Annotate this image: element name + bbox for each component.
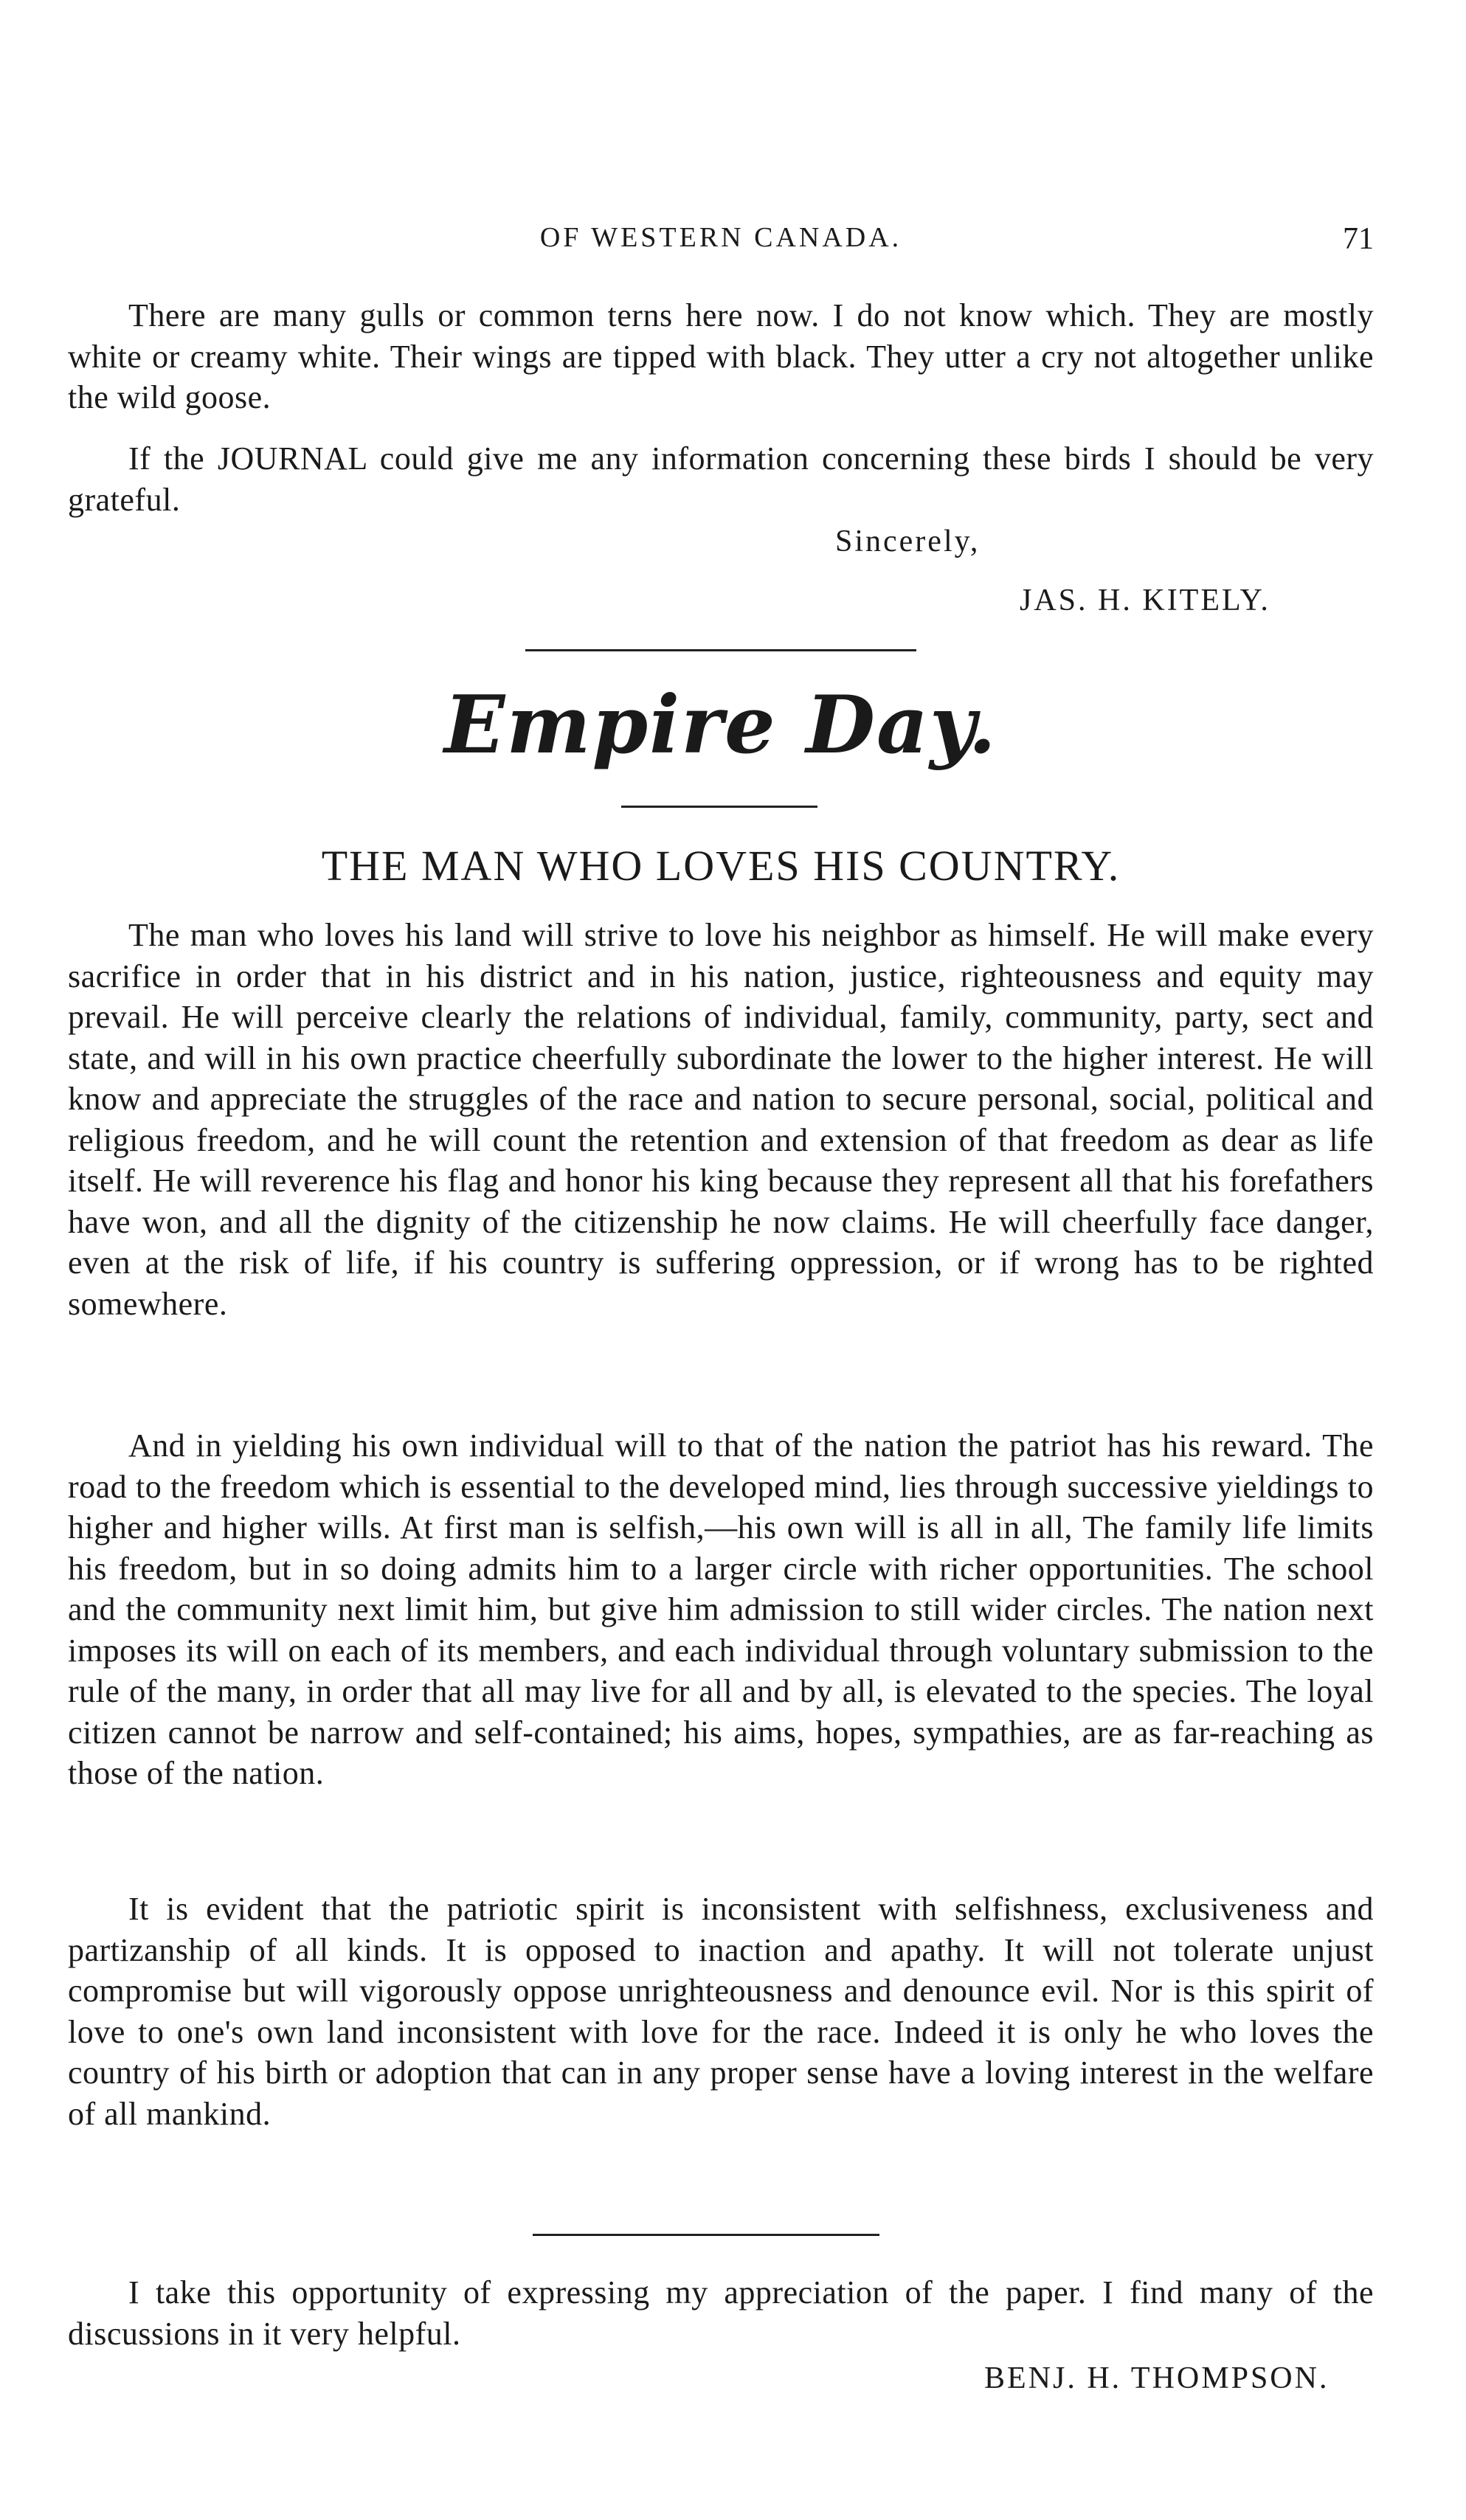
closing-paragraph: I take this opportunity of expressing my appreciation of the paper. I find many of the discussions in it very helpful. <box>68 2274 1374 2352</box>
section-title: Empire Day. <box>444 679 997 772</box>
letter-paragraph-2: If the JOURNAL could give me any information concerning these birds I should be very grateful. <box>68 440 1374 518</box>
divider-rule-top <box>525 649 916 651</box>
running-title: OF WESTERN CANADA. <box>539 222 902 253</box>
section-subtitle: THE MAN WHO LOVES HIS COUNTRY. <box>321 842 1121 890</box>
page-number: 71 <box>1343 222 1374 256</box>
body-paragraph-3: It is evident that the patriotic spirit is inconsistent with selfishness, exclusiveness and partizanship of all kinds. It is opposed to inaction and apathy. It will not tolerate unjust compromise but will vigorously oppose unrighteousness and denounce evil. Nor is this spirit of love to one's own land inconsistent with love for the race. Indeed it is only he who loves the country of his birth or adoption that can in any proper sense have a loving interest in the welfare of all mankind. <box>68 1891 1374 2132</box>
letter-paragraph-1: There are many gulls or common terns here now. I do not know which. They are mostly white or creamy white. Their wings are tipped with black. They utter a cry not altogether unlike the wild goose. <box>68 297 1374 415</box>
letter-signature: JAS. H. KITELY. <box>1020 584 1270 617</box>
document-page <box>68 0 1374 2520</box>
body-paragraph-2: And in yielding his own individual will to that of the nation the patriot has his reward. The road to the freedom which is essential to the developed mind, lies through successive yieldings to higher and higher wills. At first man is selfish,—his own will is all in all, The family life limits his freedom, but in so doing admits him to a larger circle with richer opportunities. The school and the community next limit him, but give him admission to still wider circles. The nation next imposes its will on each of its members, and each individual through voluntary submission to the rule of the many, in order that all may live for all and by all, is elevated to the species. The loyal citizen cannot be narrow and self-contained; his aims, hopes, sympathies, are as far-reaching as those of the nation. <box>68 1427 1374 1791</box>
letter-closing: Sincerely, <box>835 525 981 558</box>
closing-signature: BENJ. H. THOMPSON. <box>984 2361 1330 2395</box>
divider-rule-short <box>621 806 817 808</box>
running-header <box>68 221 1374 266</box>
divider-rule-bottom <box>533 2234 879 2236</box>
body-paragraph-1: The man who loves his land will strive to love his neighbor as himself. He will make every sacrifice in order that in his district and in his nation, justice, righteousness and equity may prevail. He will perceive clearly the relations of individual, family, community, party, sect and state, and will in his own practice cheerfully subordinate the lower to the higher interest. He will know and appreciate the struggles of the race and nation to secure personal, social, political and religious freedom, and he will count the retention and extension of that freedom as dear as life itself. He will reverence his flag and honor his king because they represent all that his forefathers have won, and all the dignity of the citizenship he now claims. He will cheerfully face danger, even at the risk of life, if his country is suffering oppression, or if wrong has to be righted somewhere. <box>68 917 1374 1322</box>
